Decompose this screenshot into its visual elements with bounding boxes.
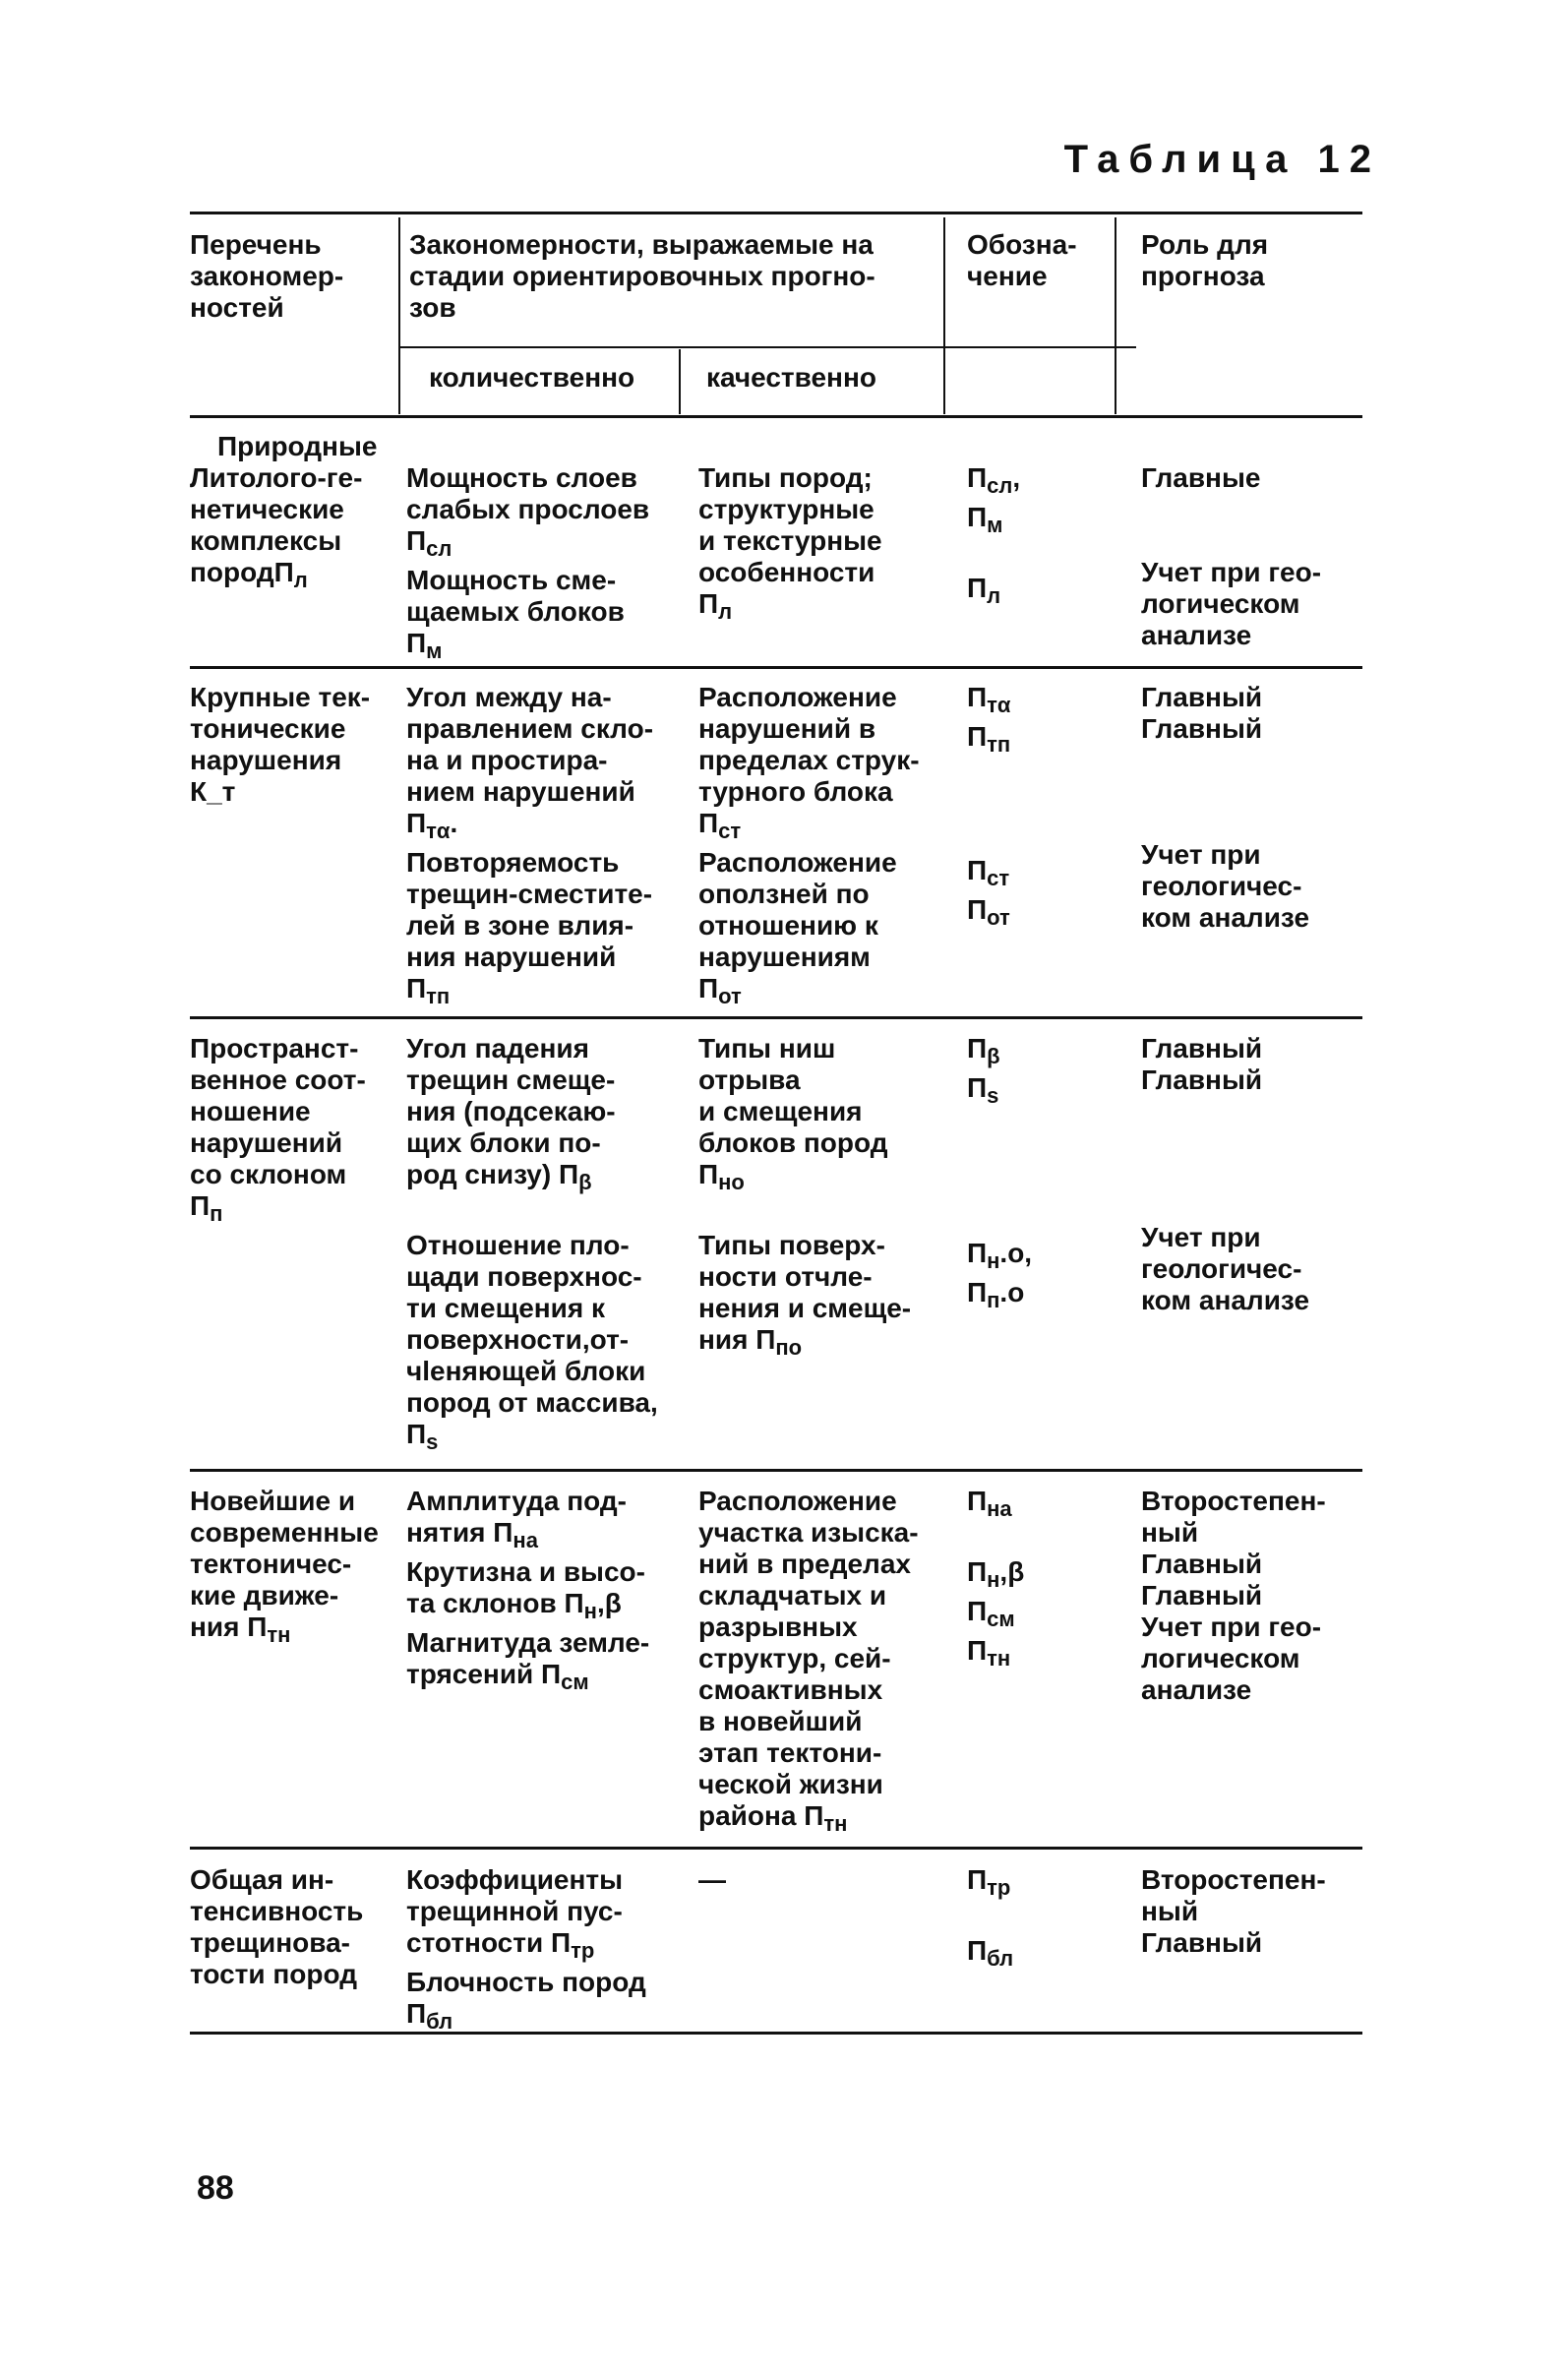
cell-line: Учет при (1141, 1222, 1261, 1252)
header-col1 (190, 229, 343, 324)
cell-line: нарушения (190, 745, 342, 775)
cell-line: ношение (190, 1096, 311, 1126)
cell-line: ти смещения к (406, 1293, 606, 1323)
cell-line: тенсивность (190, 1896, 364, 1926)
cell-line: Перечень (190, 229, 322, 260)
cell-line: щаемых блоков (406, 596, 625, 627)
cell-line: Литолого-ге- (190, 462, 363, 493)
cell-line: геологичес- (1141, 871, 1302, 901)
cell-line: Новейшие и (190, 1486, 356, 1516)
row2-col2 (406, 682, 653, 1012)
cell-line: $П_s$ (406, 1419, 439, 1454)
cell-line (967, 823, 1010, 855)
cell-line (967, 541, 1020, 573)
cell-line: Типы ниш (698, 1033, 836, 1064)
cell-line: Закономерности, выражаемые на (409, 229, 874, 260)
row2-col3 (698, 682, 920, 1012)
cell-line: $П_{ст}$ (967, 855, 1010, 890)
cell-line (1141, 808, 1309, 839)
cell-line (967, 1175, 1032, 1206)
cell-line: Отношение пло- (406, 1230, 630, 1260)
cell-line: $П_\beta$ (967, 1033, 1000, 1068)
cell-line: Главный (1141, 682, 1263, 712)
cell-line: Главный (1141, 1549, 1263, 1579)
cell-line: ния (подсекаю- (406, 1096, 616, 1126)
cell-line: $П_{т\alpha}$ (967, 682, 1011, 717)
cell-line: $П_л$ (698, 588, 733, 624)
header-col5 (1141, 229, 1268, 292)
header-bottom-rule (190, 415, 1362, 418)
cell-line: $П_{сл}$, (967, 462, 1021, 498)
cell-line: трещин-сместите- (406, 879, 653, 909)
cell-line: Блочность пород (406, 1967, 646, 1997)
cell-line: правлением скло- (406, 713, 654, 744)
cell-line: трещинова- (190, 1927, 350, 1958)
cell-line: Повторяемость (406, 847, 620, 878)
cell-line: ком анализе (1141, 1285, 1310, 1315)
cell-line: современные (190, 1517, 379, 1548)
row4-col5 (1141, 1486, 1326, 1706)
cell-line (1141, 1190, 1309, 1222)
cell-line: Магнитуда земле- (406, 1627, 650, 1658)
cell-line: тонические (190, 713, 346, 744)
table-title: Таблица 12 (1063, 138, 1381, 181)
cell-line (1141, 1159, 1309, 1190)
cell-line: нием нарушений (406, 776, 635, 807)
row5-col3 (698, 1864, 726, 1896)
row5-col5 (1141, 1864, 1326, 1959)
cell-line: нятия $П_{на}$ (406, 1517, 538, 1552)
cell-line: $П_{от}$ (967, 894, 1010, 930)
cell-line: со склоном (190, 1159, 347, 1189)
cell-line: трещин смеще- (406, 1064, 616, 1095)
cell-line: $П_м$ (406, 628, 443, 663)
cell-line: $П_s$ (967, 1072, 999, 1108)
cell-line: логическом (1141, 1643, 1300, 1673)
cell-line: анализе (1141, 620, 1252, 650)
row3-rule (190, 1469, 1362, 1472)
row3-col2 (406, 1033, 658, 1458)
cell-line: и текстурные (698, 525, 882, 556)
row1-rule (190, 666, 1362, 669)
cell-line: в новейший (698, 1706, 863, 1736)
cell-line: $П_н,\beta$ (967, 1556, 1025, 1592)
cell-line: Второстепен- (1141, 1486, 1326, 1516)
row4-col4 (967, 1486, 1024, 1674)
cell-line: щих блоки по- (406, 1127, 601, 1158)
row1-col2 (406, 462, 649, 667)
cell-line (1141, 776, 1309, 808)
cell-line: нарушениям (698, 942, 871, 972)
cell-line: Пространст- (190, 1033, 359, 1064)
cell-line: Обозна- (967, 229, 1077, 260)
cell-line: закономер- (190, 261, 344, 291)
cell-line: ческой жизни (698, 1769, 883, 1799)
cell-line: комплексы (190, 525, 342, 556)
cell-line: ком анализе (1141, 902, 1310, 933)
cell-line: Роль для (1141, 229, 1269, 260)
cell-line: $П_{на}$ (967, 1486, 1012, 1521)
cell-line: этап тектони- (698, 1737, 882, 1768)
cell-line: анализе (1141, 1674, 1252, 1705)
cell-line: $П_{см}$ (967, 1596, 1015, 1631)
cell-line: ния $П_{тн}$ (190, 1611, 291, 1647)
header-subrule (398, 346, 1136, 348)
header-col4 (967, 229, 1077, 292)
row2-rule (190, 1016, 1362, 1019)
cell-line: $П_{сл}$ (406, 525, 452, 561)
table-top-rule (190, 212, 1362, 214)
cell-line: прогноза (1141, 261, 1265, 291)
cell-line: особенности (698, 557, 875, 587)
row4-rule (190, 1847, 1362, 1850)
row2-col5 (1141, 682, 1309, 934)
cell-line (1141, 1127, 1309, 1159)
cell-line: $П_{тп}$ (967, 721, 1011, 757)
cell-line: и смещения (698, 1096, 863, 1126)
cell-line: стотности $П_{тр}$ (406, 1927, 595, 1963)
cell-line: породП$_л$ (190, 557, 308, 592)
row1-col5 (1141, 462, 1321, 651)
cell-line: ния нарушений (406, 942, 617, 972)
row3-col4 (967, 1033, 1032, 1316)
cell-line: пределах струк- (698, 745, 920, 775)
cell-line: $П_л$ (967, 573, 1001, 608)
cell-line: района $П_{тн}$ (698, 1800, 848, 1836)
page-number: 88 (197, 2169, 234, 2207)
cell-line: $П_{тн}$ (967, 1635, 1011, 1671)
cell-line: К_т (190, 776, 236, 807)
cell-line: Главные (1141, 462, 1261, 493)
cell-line: пород от массива, (406, 1387, 658, 1418)
header-quantitative: количественно (429, 362, 635, 393)
cell-line: ный (1141, 1896, 1199, 1926)
cell-line: чleняющей блоки (406, 1356, 646, 1386)
cell-line: Крупные тек- (190, 682, 371, 712)
section-label: Природные (217, 431, 378, 461)
cell-line: ний в пределах (698, 1549, 911, 1579)
cell-line: Мощность сме- (406, 565, 617, 595)
cell-line: Главный (1141, 1580, 1263, 1611)
cell-line: Главный (1141, 713, 1263, 744)
header-qualitative: качественно (706, 362, 876, 393)
cell-line: $П_{т\alpha}$. (406, 808, 458, 843)
cell-line: Коэффициенты (406, 1864, 624, 1895)
header-vline-3 (943, 217, 945, 414)
cell-line: $П_{бл}$ (967, 1935, 1014, 1971)
cell-line: $П_п.о$ (967, 1277, 1025, 1312)
cell-line (967, 792, 1010, 823)
cell-line: смоактивных (698, 1674, 883, 1705)
cell-line: Расположение (698, 847, 897, 878)
cell-line: участка изыска- (698, 1517, 919, 1548)
cell-line: нарушений (190, 1127, 343, 1158)
cell-line: $П_{от}$ (698, 973, 742, 1008)
cell-line (406, 1198, 658, 1230)
cell-line (1141, 494, 1321, 525)
cell-line: Учет при гео- (1141, 557, 1322, 587)
cell-line: $П_{тр}$ (967, 1864, 1011, 1900)
row5-col1 (190, 1864, 363, 1990)
cell-line: Главный (1141, 1033, 1263, 1064)
row1-col4 (967, 462, 1020, 612)
cell-line: Типы пород; (698, 462, 873, 493)
cell-line (698, 1198, 911, 1230)
cell-line (967, 1525, 1024, 1556)
cell-line (1141, 525, 1321, 557)
row5-col4 (967, 1864, 1013, 1975)
row3-col3 (698, 1033, 911, 1364)
cell-line: зов (409, 292, 456, 323)
cell-line (967, 1143, 1032, 1175)
cell-line (1141, 745, 1309, 776)
row3-col5 (1141, 1033, 1309, 1316)
cell-line: разрывных (698, 1611, 858, 1642)
cell-line: чение (967, 261, 1048, 291)
cell-line: турного блока (698, 776, 893, 807)
row1-col3 (698, 462, 882, 628)
cell-line: Мощность слоев (406, 462, 637, 493)
cell-line: $П_м$ (967, 502, 1003, 537)
cell-line: $П_н.о$, (967, 1238, 1033, 1273)
cell-line: геологичес- (1141, 1253, 1302, 1284)
cell-line: структур, сей- (698, 1643, 891, 1673)
cell-line: $П_п$ (190, 1190, 223, 1226)
cell-line (1141, 1096, 1309, 1127)
cell-line: слабых прослоев (406, 494, 650, 524)
cell-line: ности отчле- (698, 1261, 873, 1292)
header-vline-4 (1115, 217, 1116, 414)
cell-line: $П_{но}$ (698, 1159, 745, 1194)
header-col2 (409, 229, 875, 324)
cell-line: трещинной пус- (406, 1896, 623, 1926)
row3-col1 (190, 1033, 366, 1230)
cell-line: щади поверхнос- (406, 1261, 642, 1292)
cell-line: ный (1141, 1517, 1199, 1548)
cell-line: оползней по (698, 879, 870, 909)
cell-line: Главный (1141, 1064, 1263, 1095)
cell-line: блоков пород (698, 1127, 888, 1158)
cell-line: отрыва (698, 1064, 801, 1095)
row5-col2 (406, 1864, 646, 2037)
cell-line: Второстепен- (1141, 1864, 1326, 1895)
cell-line: лей в зоне влия- (406, 910, 634, 941)
row4-col1 (190, 1486, 379, 1651)
row4-col3 (698, 1486, 919, 1840)
cell-line: Расположение (698, 682, 897, 712)
cell-line: стадии ориентировочных прогно- (409, 261, 875, 291)
cell-line: $П_{тп}$ (406, 973, 451, 1008)
cell-line: структурные (698, 494, 874, 524)
header-vline-2 (679, 349, 681, 414)
cell-line: $П_{ст}$ (698, 808, 742, 843)
cell-line: нения и смеще- (698, 1293, 912, 1323)
cell-line: трясений $П_{см}$ (406, 1659, 589, 1694)
cell-line: та склонов $П_н,\beta$ (406, 1588, 622, 1623)
cell-line: тектоничес- (190, 1549, 352, 1579)
cell-line: — (698, 1864, 726, 1895)
cell-line: Главный (1141, 1927, 1263, 1958)
cell-line: кие движе- (190, 1580, 339, 1611)
cell-line: нарушений в (698, 713, 876, 744)
cell-line: венное соот- (190, 1064, 366, 1095)
cell-line: Общая ин- (190, 1864, 334, 1895)
cell-line: род снизу) $П_\beta$ (406, 1159, 592, 1194)
table-bottom-rule (190, 2032, 1362, 2035)
row2-col4 (967, 682, 1010, 934)
cell-line: Типы поверх- (698, 1230, 885, 1260)
cell-line: ностей (190, 292, 284, 323)
header-vline-1 (398, 217, 400, 414)
cell-line: Учет при гео- (1141, 1611, 1322, 1642)
cell-line: логическом (1141, 588, 1300, 619)
cell-line: нетические (190, 494, 344, 524)
cell-line (967, 1112, 1032, 1143)
cell-line: на и простира- (406, 745, 608, 775)
cell-line: $П_{бл}$ (406, 1998, 453, 2034)
cell-line: отношению к (698, 910, 878, 941)
cell-line (967, 1206, 1032, 1238)
row4-col2 (406, 1486, 649, 1698)
cell-line: Расположение (698, 1486, 897, 1516)
row1-col1 (190, 462, 362, 596)
cell-line: ния $П_{по}$ (698, 1324, 803, 1360)
cell-line: складчатых и (698, 1580, 887, 1611)
cell-line: Угол падения (406, 1033, 589, 1064)
cell-line: Крутизна и высо- (406, 1556, 645, 1587)
cell-line: Угол между на- (406, 682, 612, 712)
cell-line: Учет при (1141, 839, 1261, 870)
cell-line: Амплитуда под- (406, 1486, 627, 1516)
row2-col1 (190, 682, 370, 808)
cell-line: поверхности,от- (406, 1324, 630, 1355)
cell-line: тости пород (190, 1959, 357, 1989)
cell-line (967, 760, 1010, 792)
cell-line (967, 1904, 1013, 1935)
